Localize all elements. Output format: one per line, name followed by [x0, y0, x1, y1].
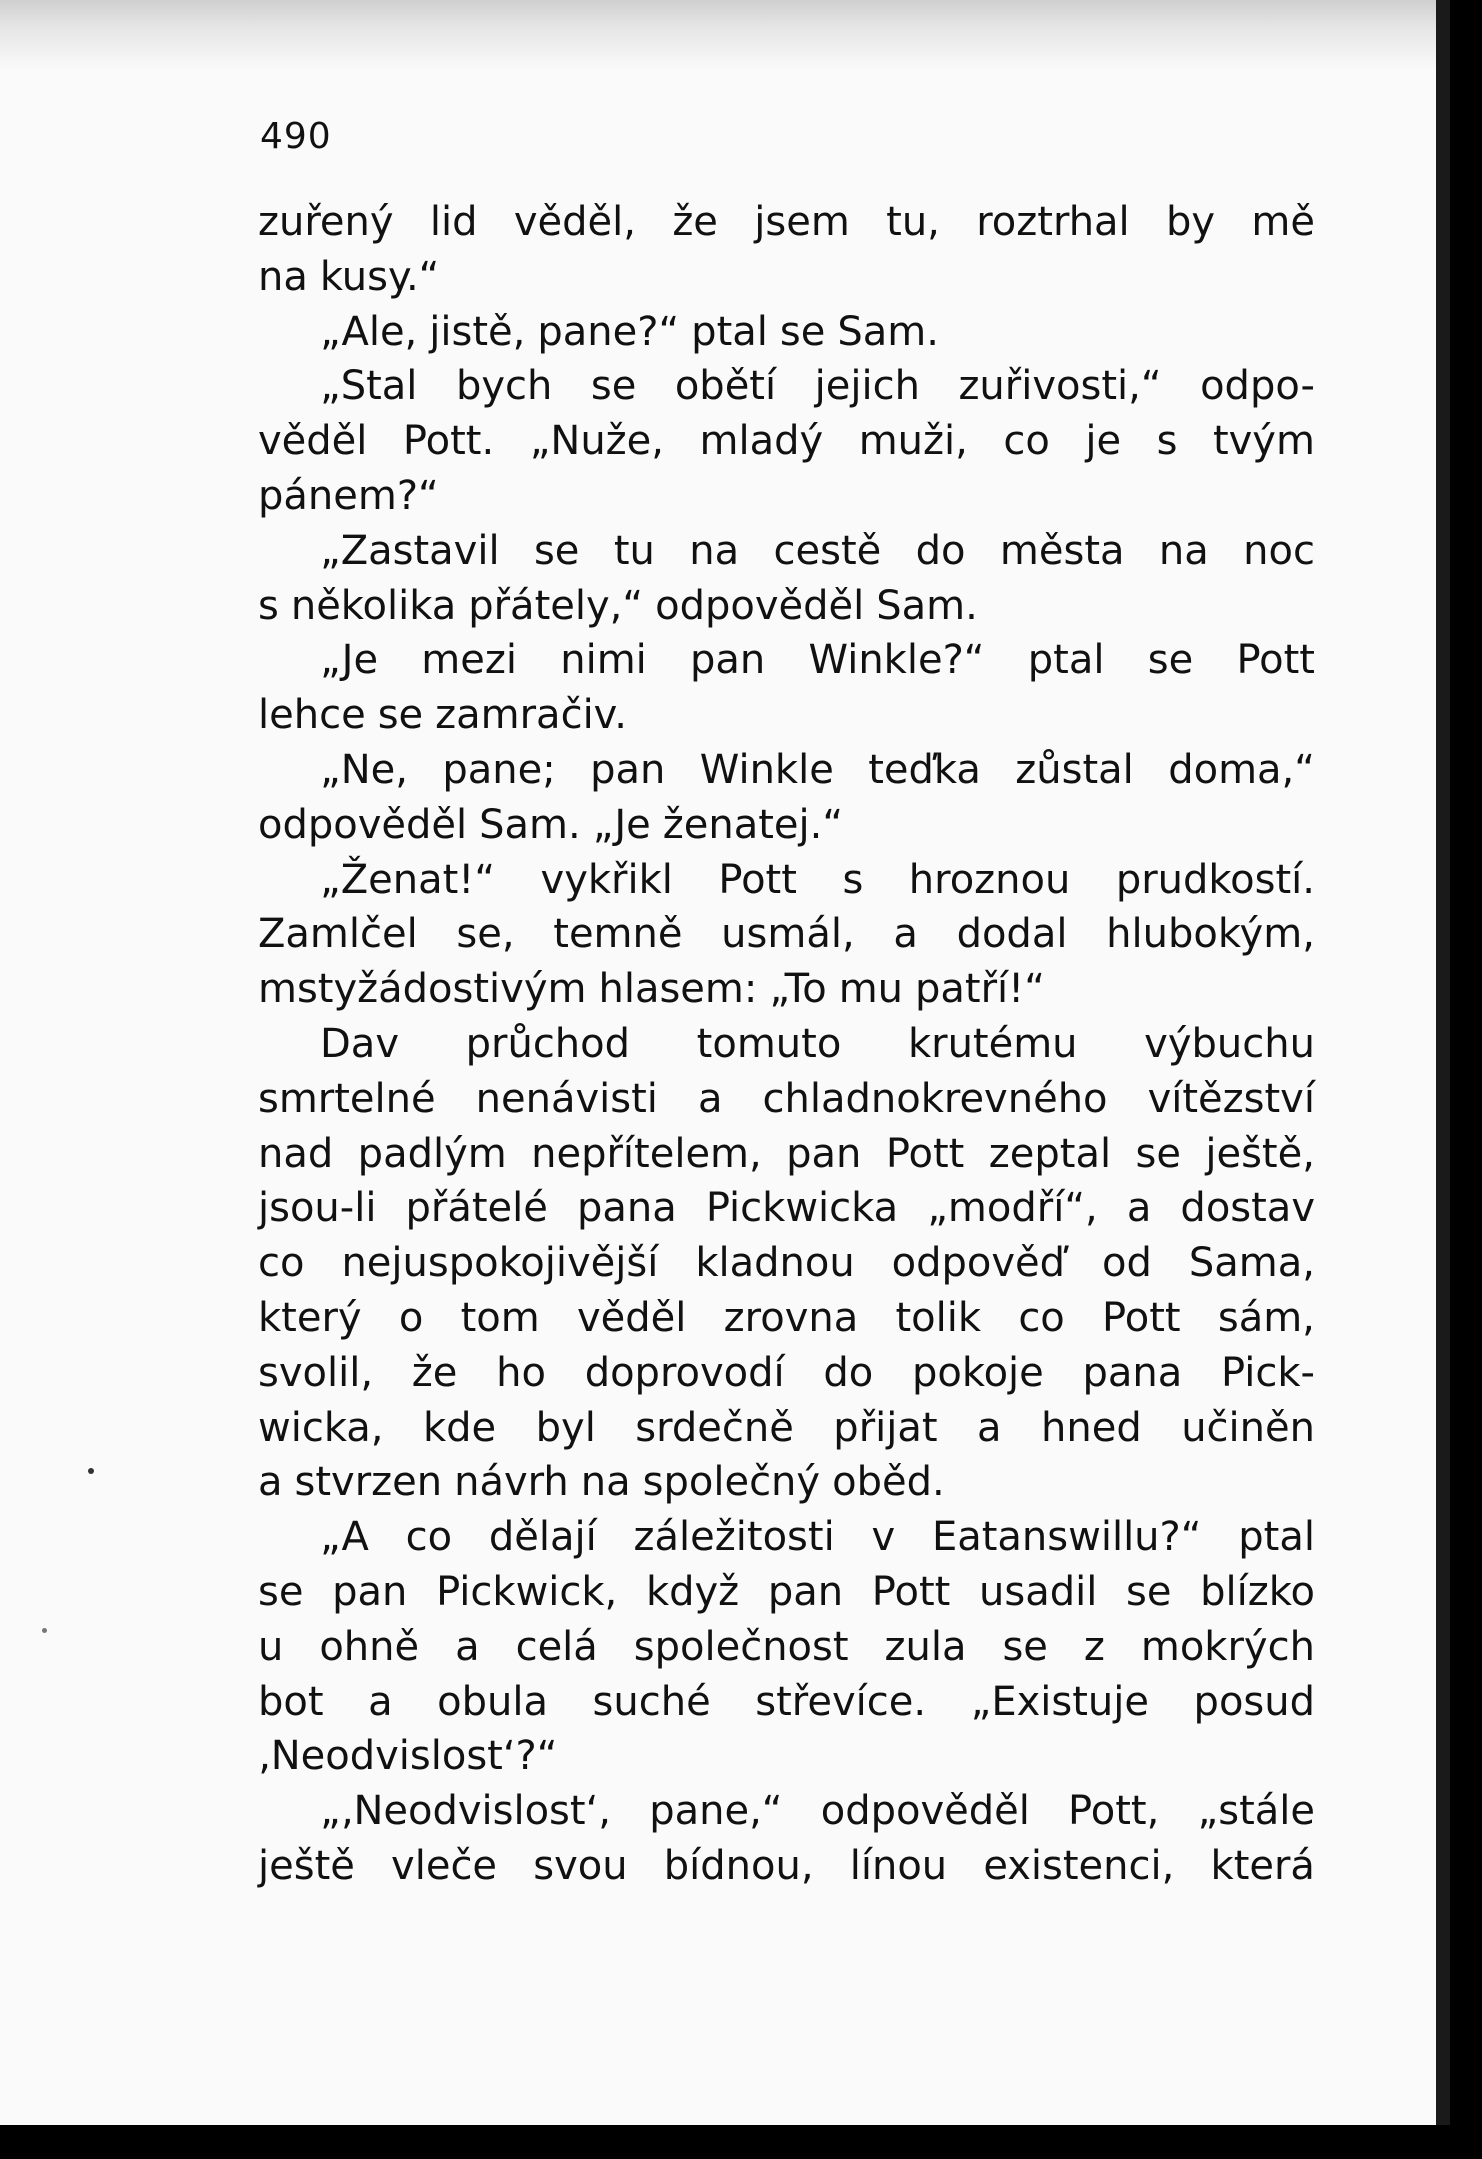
word: z — [1083, 1623, 1105, 1670]
word: pana — [1082, 1349, 1183, 1396]
word: co — [1018, 1294, 1065, 1341]
word: smrtelné — [258, 1075, 436, 1122]
word: dělají — [488, 1514, 597, 1561]
word: „A — [320, 1514, 369, 1561]
word: pan — [690, 637, 766, 684]
print-speck — [42, 1628, 47, 1633]
page-top-shadow — [0, 0, 1450, 70]
text-line — [258, 1181, 1315, 1236]
word: „Nuže, — [529, 418, 665, 465]
word: v — [871, 1514, 896, 1561]
word: a — [1126, 1185, 1152, 1232]
word: línou — [849, 1842, 948, 1889]
word: temně — [553, 911, 683, 958]
word: svou — [533, 1842, 628, 1889]
word: odpo- — [1200, 363, 1315, 410]
word: sám, — [1217, 1294, 1315, 1341]
word: tom — [460, 1294, 540, 1341]
word: tolik — [895, 1294, 982, 1341]
word: „‚Neodvislost‘, — [320, 1788, 611, 1835]
paragraph — [258, 1510, 1315, 1784]
word: se — [1147, 637, 1194, 684]
word: hroznou — [908, 856, 1071, 903]
word: že — [411, 1349, 458, 1396]
text-line — [258, 359, 1315, 414]
word: co — [405, 1514, 453, 1561]
word: odpověď — [891, 1240, 1066, 1287]
word: a — [368, 1678, 393, 1725]
paragraph — [258, 305, 1315, 360]
word: oběd. — [832, 1459, 945, 1506]
word: kladnou — [695, 1240, 855, 1287]
word: muži, — [858, 418, 968, 465]
word: když — [645, 1568, 740, 1615]
word: Zamlčel — [258, 911, 418, 958]
word: s — [258, 582, 279, 629]
word: bot — [258, 1678, 324, 1725]
word: teďka — [868, 746, 981, 793]
word: srdečně — [635, 1404, 794, 1451]
text-line — [258, 907, 1315, 962]
word: „Ne, — [320, 746, 408, 793]
word: „To — [769, 966, 827, 1013]
word: Sama, — [1188, 1240, 1315, 1287]
word: usadil — [979, 1568, 1098, 1615]
word: „Je — [592, 801, 651, 848]
word: do — [915, 527, 966, 574]
word: ohně — [319, 1623, 420, 1670]
text-line — [258, 579, 1315, 634]
word: Pott — [871, 1568, 951, 1615]
word: do — [823, 1349, 874, 1396]
word: zeptal — [988, 1130, 1112, 1177]
word: společný — [642, 1459, 821, 1506]
text-line — [258, 798, 1315, 853]
word: odpověděl — [820, 1788, 1030, 1835]
word: jsem — [754, 199, 850, 245]
word: záležitosti — [633, 1514, 835, 1561]
word: ptal — [1238, 1514, 1315, 1561]
word: „stále — [1197, 1788, 1315, 1835]
word: dostav — [1180, 1185, 1315, 1232]
word: že — [672, 199, 718, 245]
text-line — [258, 1565, 1315, 1620]
word: „modří“, — [927, 1185, 1098, 1232]
word: a — [893, 911, 918, 958]
body-text — [258, 195, 1315, 1894]
word: od — [1102, 1240, 1152, 1287]
word: a — [977, 1404, 1002, 1451]
text-line — [258, 1510, 1315, 1565]
word: co — [1003, 418, 1050, 465]
word: ptal — [1027, 637, 1105, 684]
word: „Zastavil — [320, 527, 500, 574]
word: mě — [1251, 199, 1315, 245]
word: byl — [535, 1404, 596, 1451]
text-line — [258, 1839, 1315, 1894]
word: města — [999, 527, 1125, 574]
word: zuřený — [258, 199, 394, 245]
word: roztrhal — [976, 199, 1130, 245]
word: s — [842, 856, 864, 903]
word: Pickwick, — [436, 1568, 618, 1615]
word: na — [580, 1459, 631, 1506]
text-line — [258, 962, 1315, 1017]
word: zamračiv. — [435, 692, 627, 739]
word: na — [1158, 527, 1209, 574]
word: blízko — [1200, 1568, 1315, 1615]
word: ho — [496, 1349, 546, 1396]
word: a — [697, 1075, 723, 1122]
word: věděl — [258, 418, 368, 465]
text-line — [258, 1675, 1315, 1730]
word: obětí — [674, 363, 777, 410]
word: se — [377, 692, 424, 739]
word: jsou-li — [258, 1185, 377, 1232]
print-speck — [88, 1468, 94, 1474]
text-line — [258, 1291, 1315, 1346]
word: zula — [884, 1623, 967, 1670]
word: kusy.“ — [319, 253, 440, 300]
text-line — [258, 853, 1315, 908]
word: se — [258, 1568, 304, 1615]
word: střevíce. — [755, 1678, 927, 1725]
word: tomuto — [696, 1020, 842, 1067]
word: mokrých — [1140, 1623, 1315, 1670]
paragraph — [258, 1784, 1315, 1894]
word: stvrzen — [294, 1459, 443, 1506]
word: krutému — [907, 1020, 1078, 1067]
text-line — [258, 1017, 1315, 1072]
text-line — [258, 524, 1315, 579]
word: jejich — [814, 363, 920, 410]
word: dodal — [956, 911, 1068, 958]
word: prudkostí. — [1115, 856, 1315, 903]
word: lehce — [258, 692, 366, 739]
word: mezi — [421, 637, 517, 684]
word: u — [258, 1623, 284, 1670]
word: wicka, — [258, 1404, 384, 1451]
word: svolil, — [258, 1349, 374, 1396]
word: nepřítelem, — [531, 1130, 762, 1177]
text-line — [258, 305, 1315, 360]
word: existenci, — [983, 1842, 1175, 1889]
word: tvým — [1212, 418, 1315, 465]
word: Pott — [885, 1130, 965, 1177]
text-line — [258, 743, 1315, 798]
paragraph — [258, 359, 1315, 523]
word: „Je — [320, 637, 379, 684]
text-line — [258, 1072, 1315, 1127]
word: patří!“ — [915, 966, 1045, 1013]
word: Pott. — [402, 418, 495, 465]
word: obula — [437, 1678, 548, 1725]
word: hlasem: — [598, 966, 758, 1013]
word: „Ale, — [320, 308, 418, 355]
word: pan — [590, 746, 666, 793]
word: zrovna — [723, 1294, 859, 1341]
word: posud — [1193, 1678, 1315, 1725]
word: „Ženat!“ — [320, 856, 496, 903]
word: usmál, — [721, 911, 855, 958]
word: hned — [1041, 1404, 1142, 1451]
word: několika — [290, 582, 457, 629]
word: průchod — [465, 1020, 631, 1067]
word: který — [258, 1294, 362, 1341]
word: pánem?“ — [258, 472, 439, 519]
word: tu, — [886, 199, 940, 245]
word: o — [398, 1294, 424, 1341]
word: se — [1002, 1623, 1048, 1670]
word: Sam. — [837, 308, 939, 355]
word: se — [533, 527, 580, 574]
word: odpověděl — [655, 582, 865, 629]
word: přijat — [833, 1404, 938, 1451]
word: nimi — [560, 637, 647, 684]
word: vleče — [391, 1842, 498, 1889]
word: tu — [613, 527, 655, 574]
paragraph — [258, 743, 1315, 853]
word: Pott — [718, 856, 797, 903]
word: na — [258, 253, 308, 300]
word: Dav — [320, 1020, 399, 1067]
word: suché — [592, 1678, 711, 1725]
word: cestě — [773, 527, 882, 574]
word: ptal — [691, 308, 768, 355]
word: přátely,“ — [468, 582, 644, 629]
word: pane,“ — [649, 1788, 783, 1835]
text-line — [258, 1346, 1315, 1401]
word: nenávisti — [475, 1075, 658, 1122]
word: společnost — [633, 1623, 849, 1670]
word: pan — [332, 1568, 408, 1615]
word: pan — [786, 1130, 862, 1177]
text-line — [258, 1455, 1315, 1510]
word: která — [1210, 1842, 1315, 1889]
word: Sam. — [876, 582, 978, 629]
word: „Stal — [320, 363, 418, 410]
word: věděl — [576, 1294, 687, 1341]
word: co — [258, 1240, 305, 1287]
word: s — [1156, 418, 1178, 465]
word: ještě, — [1205, 1130, 1315, 1177]
paragraph — [258, 1017, 1315, 1510]
word: učiněn — [1181, 1404, 1315, 1451]
word: pane; — [442, 746, 556, 793]
word: je — [1085, 418, 1122, 465]
paragraph — [258, 633, 1315, 743]
word: nejuspokojivější — [341, 1240, 659, 1287]
text-line — [258, 1401, 1315, 1456]
word: Winkle — [699, 746, 834, 793]
word: zuřivosti,“ — [958, 363, 1162, 410]
word: pan — [767, 1568, 844, 1615]
word: mu — [838, 966, 904, 1013]
word: Pott — [1102, 1294, 1181, 1341]
word: se — [1135, 1130, 1181, 1177]
word: věděl, — [513, 199, 636, 245]
word: mstyžádostivým — [258, 966, 587, 1013]
word: bych — [455, 363, 553, 410]
word: nad — [258, 1130, 334, 1177]
word: jistě, — [429, 308, 526, 355]
word: ženatej.“ — [662, 801, 844, 848]
word: se — [779, 308, 826, 355]
word: Pott — [1236, 637, 1315, 684]
word: ‚Neodvislost‘?“ — [258, 1733, 558, 1780]
word: a — [258, 1459, 283, 1506]
word: doprovodí — [584, 1349, 785, 1396]
word: na — [689, 527, 740, 574]
word: se, — [456, 911, 515, 958]
text-line — [258, 414, 1315, 469]
paragraph — [258, 524, 1315, 634]
word: ještě — [258, 1842, 355, 1889]
word: Pott, — [1068, 1788, 1160, 1835]
word: hlubokým, — [1106, 911, 1315, 958]
word: Pickwicka — [705, 1185, 899, 1232]
word: přátelé — [405, 1185, 548, 1232]
word: vítězství — [1147, 1075, 1315, 1122]
page-number: 490 — [260, 116, 332, 157]
text-line — [258, 688, 1315, 743]
text-line — [258, 195, 1315, 250]
word: Pick- — [1221, 1349, 1315, 1396]
word: výbuchu — [1144, 1020, 1315, 1067]
paragraph — [258, 853, 1315, 1017]
word: noc — [1243, 527, 1315, 574]
word: „Existuje — [970, 1678, 1149, 1725]
page-right-edge — [1436, 0, 1450, 2125]
word: Sam. — [479, 801, 581, 848]
paragraph — [258, 195, 1315, 305]
word: zůstal — [1015, 746, 1134, 793]
text-line — [258, 1127, 1315, 1182]
word: Winkle?“ — [808, 637, 985, 684]
word: lid — [429, 199, 478, 245]
word: návrh — [454, 1459, 569, 1506]
word: mladý — [699, 418, 824, 465]
word: a — [455, 1623, 480, 1670]
word: celá — [515, 1623, 598, 1670]
word: se — [590, 363, 637, 410]
text-line — [258, 1620, 1315, 1675]
word: kde — [422, 1404, 497, 1451]
text-line — [258, 1236, 1315, 1291]
word: bídnou, — [663, 1842, 814, 1889]
text-line — [258, 1729, 1315, 1784]
word: padlým — [357, 1130, 507, 1177]
word: chladnokrevného — [762, 1075, 1108, 1122]
text-line — [258, 469, 1315, 524]
word: pane?“ — [537, 308, 680, 355]
word: by — [1166, 199, 1216, 245]
word: pokoje — [911, 1349, 1044, 1396]
word: odpověděl — [258, 801, 468, 848]
word: Eatanswillu?“ — [931, 1514, 1202, 1561]
text-line — [258, 633, 1315, 688]
word: doma,“ — [1168, 746, 1315, 793]
word: pana — [576, 1185, 677, 1232]
text-line — [258, 1784, 1315, 1839]
word: se — [1126, 1568, 1172, 1615]
text-line — [258, 250, 1315, 305]
word: vykřikl — [540, 856, 673, 903]
